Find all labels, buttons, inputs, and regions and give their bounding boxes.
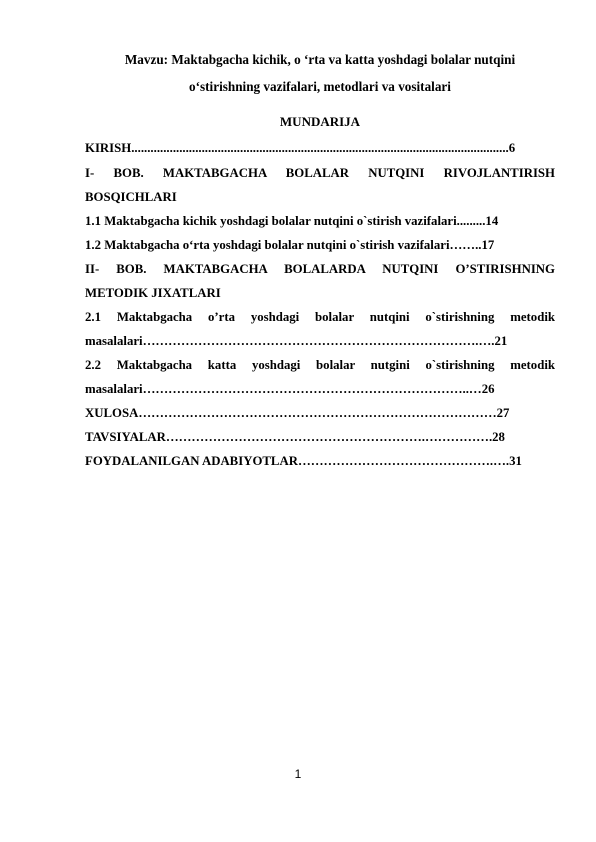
toc-entry-2-2: 2.2 Maktabgacha katta yoshdagi bolalar nutgini o`stirishning metodik [85, 358, 555, 372]
document-title-line-1: Mavzu: Maktabgacha kichik, o ‘rta va katta yoshdagi bolalar nutqini [124, 52, 516, 67]
toc-entry-chapter-2-cont: METODIK JIXATLARI [85, 286, 221, 300]
toc-entry-1-1: 1.1 Maktabgacha kichik yoshdagi bolalar nutqini o`stirish vazifalari.........14 [85, 214, 499, 228]
toc-entry-kirish: KIRISH......................................................................................................................6 [85, 141, 516, 155]
toc-entry-1-2: 1.2 Maktabgacha o‘rta yoshdagi bolalar nutqini o`stirish vazifalari……..17 [85, 238, 495, 252]
toc-entry-2-1-cont: masalalari…………………………………………………………………….….21 [85, 334, 508, 348]
toc-entry-chapter-1: I- BOB. MAKTABGACHA BOLALAR NUTQINI RIVOJLANTIRISH [85, 166, 555, 180]
toc-entry-chapter-2: II- BOB. MAKTABGACHA BOLALARDA NUTQINI O’STIRISHNING [85, 262, 555, 276]
toc-entry-tavsiyalar: TAVSIYALAR…………………………………………………….…………….28 [85, 430, 505, 444]
toc-entry-adabiyotlar: FOYDALANILGAN ADABIYOTLAR……………………………………….….31 [85, 454, 522, 468]
toc-entry-2-1: 2.1 Maktabgacha o’rta yoshdagi bolalar nutqini o`stirishning metodik [85, 310, 555, 324]
toc-entry-chapter-1-cont: BOSQICHLARI [85, 190, 177, 204]
toc-entry-xulosa: XULOSA…………………………………………………………………………27 [85, 406, 510, 420]
document-title-line-2: o‘stirishning vazifalari, metodlari va vositalari [189, 79, 451, 94]
page-number: 1 [294, 767, 302, 781]
toc-entry-2-2-cont: masalalari…………………………………………………………………..…26 [85, 382, 495, 396]
toc-heading: MUNDARIJA [279, 114, 361, 129]
